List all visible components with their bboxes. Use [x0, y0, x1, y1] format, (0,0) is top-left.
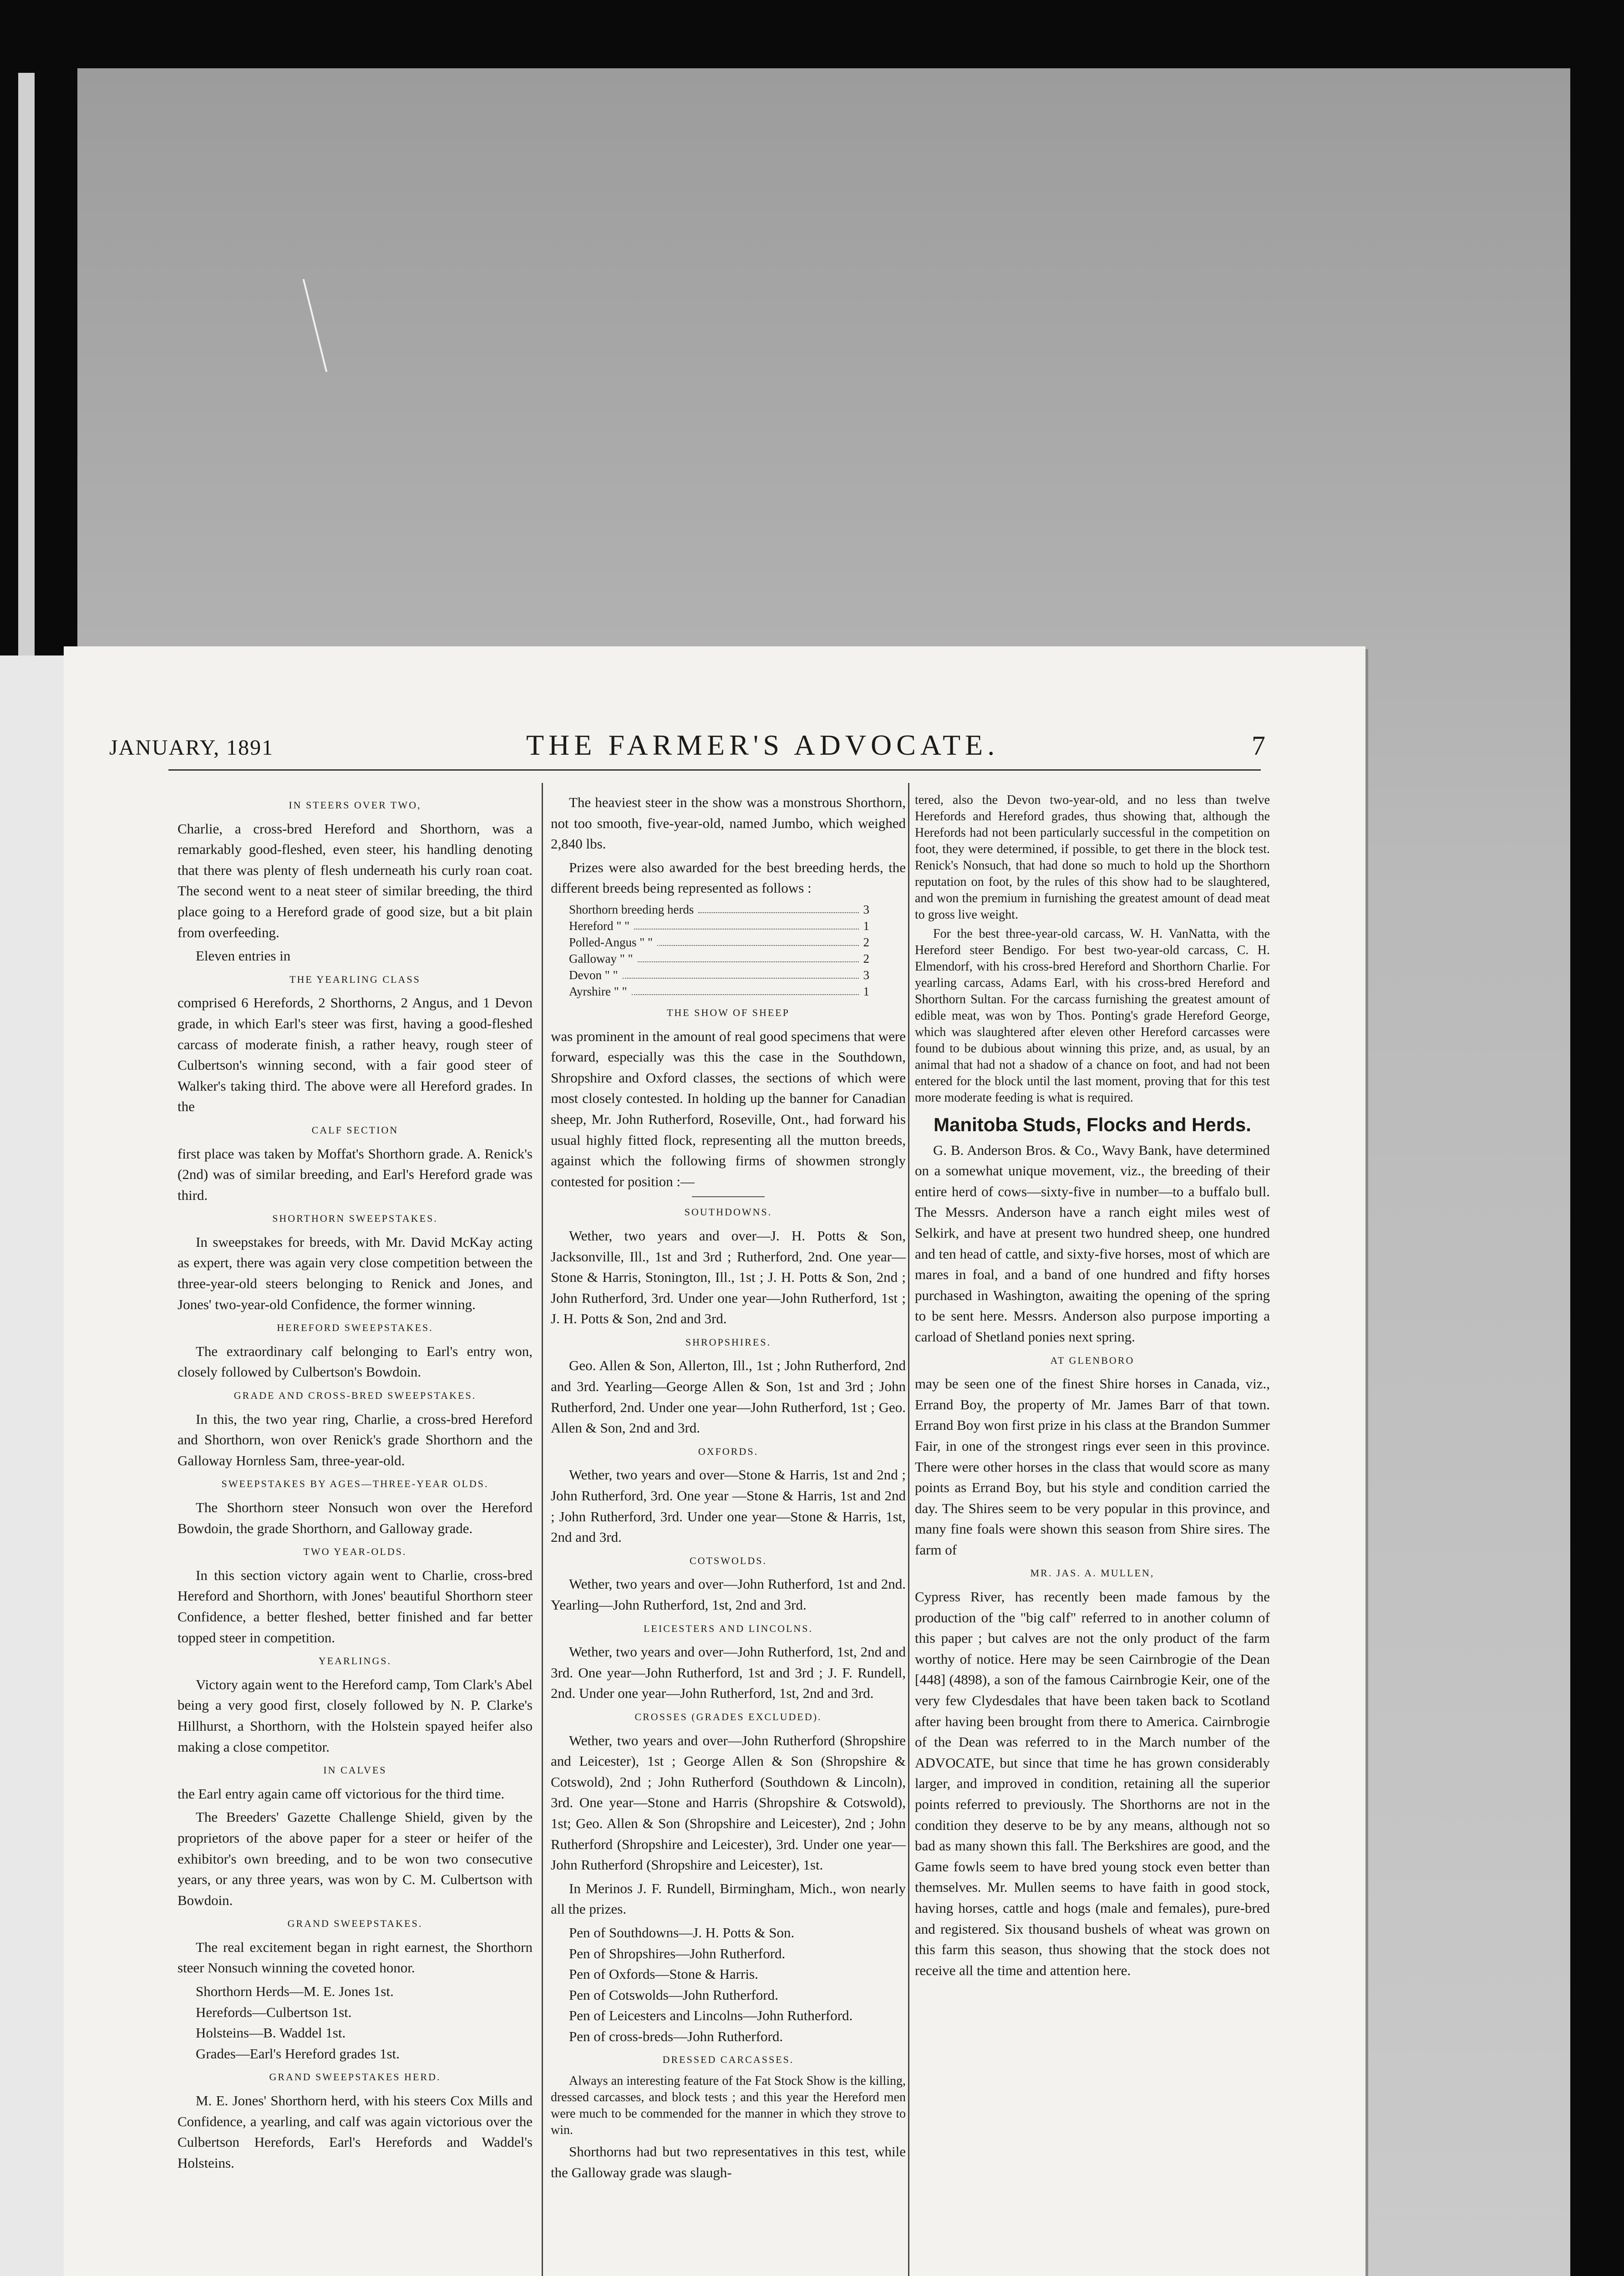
- leader-dots: [632, 983, 859, 995]
- paragraph: In this section victory again went to Charlie, cross-bred Hereford and Shorthorn, with Jones' beautiful Shorthorn steer Confidence, a better fleshed, better finished and far better topped steer in competition.: [178, 1567, 533, 1646]
- issue-date: JANUARY, 1891: [109, 736, 274, 760]
- list-item: Pen of Oxfords—Stone & Harris.: [569, 1966, 758, 1982]
- paragraph: was prominent in the amount of real good specimens that were forward, especially was this the case in the Southdown, Shropshire and Oxford classes, the sections of which were most closely contested. In holding up the banner for Canadian sheep, Mr. John Rutherford, Roseville, Ont., had forward his usual highly fitted flock, representing all the mutton breeds, against which the following firms of showmen strongly contested for position :—: [551, 1028, 906, 1189]
- column-2: [551, 792, 906, 2185]
- paragraph: Wether, two years and over—John Rutherford (Shropshire and Leicester), 1st ; George Allen & Son (Shropshire & Cotswold), 2nd ; John Rutherford (Southdown & Lincoln), 3rd. One year—Stone and Harris (Shropshire & Cotswold), 1st; Geo. Allen & Son (Shropshire and Leicester), 2nd ; John Rutherford (Shropshire and Leicester), 3rd. Under one year—John Rutherford (Shropshire and Leicester), 1st.: [551, 1732, 906, 1873]
- section-heading: TWO YEAR-OLDS.: [303, 1546, 407, 1558]
- section-heading: OXFORDS.: [698, 1445, 759, 1457]
- table-row: [569, 950, 869, 967]
- list-item: Holsteins—B. Waddel 1st.: [196, 2025, 346, 2041]
- section-heading: SWEEPSTAKES BY AGES—THREE-YEAR OLDS.: [221, 1478, 489, 1490]
- section-heading: COTSWOLDS.: [690, 1555, 767, 1566]
- table-value: 2: [863, 951, 869, 965]
- paragraph: M. E. Jones' Shorthorn herd, with his steers Cox Mills and Confidence, a yearling, and calf was again victorious over the Culbertson Herefords, Earl's Herefords and Waddel's Holsteins.: [178, 2093, 533, 2171]
- list-item: Grades—Earl's Hereford grades 1st.: [196, 2045, 400, 2062]
- paragraph: The heaviest steer in the show was a monstrous Shorthorn, not too smooth, five-year-old, named Jumbo, which weighed 2,840 lbs.: [551, 794, 906, 852]
- table-row: [569, 983, 869, 1000]
- section-heading: THE YEARLING CLASS: [289, 973, 421, 985]
- paragraph: Prizes were also awarded for the best breeding herds, the different breeds being represented as follows :: [551, 859, 906, 896]
- list-item: Shorthorn Herds—M. E. Jones 1st.: [196, 1983, 394, 2000]
- paragraph: Wether, two years and over—Stone & Harris, 1st and 2nd ; John Rutherford, 3rd. One year —Stone & Harris, 1st and 2nd ; John Rutherford, 3rd. Under one year—Stone & Harris, 1st, 2nd and 3rd.: [551, 1467, 906, 1545]
- column-divider: [542, 783, 543, 2276]
- table-row: [569, 934, 869, 950]
- paragraph: Always an interesting feature of the Fat Stock Show is the killing, dressed carcasses, and block tests ; and this year the Hereford men were much to be commended for the manner in which they strove to win.: [551, 2074, 906, 2138]
- list-item: Pen of Cotswolds—John Rutherford.: [569, 1986, 778, 2003]
- table-label: Polled-Angus " ": [569, 935, 653, 949]
- section-heading: CALF SECTION: [311, 1124, 399, 1136]
- paragraph: the Earl entry again came off victorious for the third time.: [178, 1785, 505, 1802]
- column-3: [915, 792, 1270, 1983]
- section-heading: SHORTHORN SWEEPSTAKES.: [272, 1213, 438, 1224]
- paragraph: In Merinos J. F. Rundell, Birmingham, Mich., won nearly all the prizes.: [551, 1880, 906, 1917]
- paragraph: comprised 6 Herefords, 2 Shorthorns, 2 Angus, and 1 Devon grade, in which Earl's steer was first, having a good-fleshed carcass of moderate finish, a rather heavy, rough steer of Culbertson's winning second, with a fair good steer of Walker's taking third. The above were all Hereford grades. In the: [178, 995, 533, 1115]
- paragraph: In this, the two year ring, Charlie, a cross-bred Hereford and Shorthorn, won over Renick's grade Shorthorn and the Galloway Hornless Sam, three-year-old.: [178, 1411, 533, 1468]
- list-item: Pen of cross-breds—John Rutherford.: [569, 2028, 783, 2044]
- list-item: Pen of Leicesters and Lincolns—John Rutherford.: [569, 2007, 853, 2024]
- paragraph: The extraordinary calf belonging to Earl's entry won, closely followed by Culbertson's Bowdoin.: [178, 1343, 533, 1380]
- table-value: 2: [863, 935, 869, 949]
- table-label: Hereford " ": [569, 919, 629, 933]
- section-heading: LEICESTERS AND LINCOLNS.: [643, 1622, 813, 1634]
- column-divider: [908, 783, 909, 2276]
- pen-awards-list: [551, 1922, 906, 2047]
- list-item: Pen of Shropshires—John Rutherford.: [569, 1945, 786, 1961]
- article-headline: Manitoba Studs, Flocks and Herds.: [934, 1114, 1251, 1135]
- paragraph: The Shorthorn steer Nonsuch won over the Hereford Bowdoin, the grade Shorthorn, and Galloway grade.: [178, 1499, 533, 1536]
- paragraph: Shorthorns had but two representatives in this test, while the Galloway grade was slaugh-: [551, 2144, 906, 2180]
- list-item: Pen of Southdowns—J. H. Potts & Son.: [569, 1924, 795, 1941]
- table-value: 1: [863, 984, 869, 998]
- page-header: [109, 728, 1265, 769]
- section-heading: DRESSED CARCASSES.: [662, 2054, 794, 2066]
- table-label: Devon " ": [569, 968, 618, 982]
- section-heading: CROSSES (GRADES EXCLUDED).: [634, 1711, 822, 1722]
- column-1: [178, 792, 533, 2176]
- leader-dots: [638, 950, 859, 962]
- table-value: 3: [863, 902, 869, 916]
- leader-dots: [623, 967, 859, 979]
- table-row: [569, 901, 869, 918]
- table-value: 1: [863, 919, 869, 933]
- paragraph: Eleven entries in: [196, 948, 291, 964]
- paragraph: Geo. Allen & Son, Allerton, Ill., 1st ; John Rutherford, 2nd and 3rd. Yearling—George Allen & Son, 1st and 3rd ; John Rutherford, 2nd. Under one year—John Rutherford, 1st ; Geo. Allen & Son, 2nd and 3rd.: [551, 1357, 906, 1436]
- table-label: Ayrshire " ": [569, 984, 627, 998]
- paragraph: Cypress River, has recently been made famous by the production of the "big calf" referred to in another column of this paper ; but calves are not the only product of the farm worthy of notice. Here may be seen Cairnbrogie of the Dean [448] (4898), a son of the famous Cairnbrogie Keir, one of the very few Clydesdales that have been taken back to Scotland after having been brought from there to America. Cairnbrogie of the Dean was referred to in the March number of the ADVOCATE, but since that time he has grown considerably larger, and improved in condition, retaining all the superior points referred to previously. The Shorthorns are not in the condition they deserve to be by any means, although not so bad as many shown this fall. The Berkshires are good, and the Game fowls seem to have bred young stock even better than themselves. Mr. Mullen seems to have faith in good stock, having horses, cattle and hogs (male and females), pure-bred and registered. Six thousand bushels of wheat was grown on this farm this season, thus showing that the stock does not receive all the time and attention here.: [915, 1589, 1270, 1978]
- paragraph: first place was taken by Moffat's Shorthorn grade. A. Renick's (2nd) was of similar breeding, and Earl's Hereford grade was third.: [178, 1145, 533, 1203]
- section-heading: GRADE AND CROSS-BRED SWEEPSTAKES.: [233, 1390, 477, 1402]
- paragraph: Wether, two years and over—J. H. Potts & Son, Jacksonville, Ill., 1st and 3rd ; Rutherford, 2nd. One year—Stone & Harris, Stonington, Ill., 1st ; J. H. Potts & Son, 2nd ; John Rutherford, 3rd. Under one year—John Rutherford, 1st ; J. H. Potts & Son, 2nd and 3rd.: [551, 1227, 906, 1327]
- header-rule: [168, 769, 1261, 771]
- section-heading: MR. JAS. A. MULLEN,: [1030, 1567, 1155, 1579]
- paragraph: The Breeders' Gazette Challenge Shield, given by the proprietors of the above paper for a steer or heifer of the exhibitor's own breeding, and to be won two consecutive years, or any three years, was won by C. M. Culbertson with Bowdoin.: [178, 1809, 533, 1908]
- table-row: [569, 918, 869, 934]
- section-heading: SHROPSHIRES.: [685, 1336, 771, 1348]
- paragraph: may be seen one of the finest Shire horses in Canada, viz., Errand Boy, the property of Mr. James Barr of that town. Errand Boy won first prize in his class at the Brandon Summer Fair, in one of the strongest rings ever seen in this province. There were other horses in the class that would score as many points as Errand Boy, but his style and condition carried the day. The Shires seem to be very popular in this province, and many fine foals were shown this season from Shire sires. The farm of: [915, 1376, 1270, 1558]
- paragraph: Wether, two years and over—John Rutherford, 1st, 2nd and 3rd. One year—John Rutherford, 1st and 3rd ; J. F. Rundell, 2nd. Under one year—John Rutherford, 1st, 2nd and 3rd.: [551, 1644, 906, 1702]
- masthead-title: THE FARMER'S ADVOCATE.: [526, 729, 1000, 761]
- table-value: 3: [863, 968, 869, 982]
- table-label: Galloway " ": [569, 951, 633, 965]
- list-item: Herefords—Culbertson 1st.: [196, 2004, 352, 2020]
- paragraph: For the best three-year-old carcass, W. H. VanNatta, with the Hereford steer Bendigo. For best two-year-old carcass, C. H. Elmendorf, with his cross-bred Hereford and Shorthorn Charlie. For yearling carcass, Adams Earl, with his cross-bred Hereford and Shorthorn Sultan. For the carcass furnishing the greatest amount of edible meat, was won by Thos. Ponting's grade Hereford George, which was slaughtered after eleven other Hereford carcasses were found to be dubious about winning this prize, and, as usual, by an animal that had not a shadow of a chance on foot, and had not been entered for the block until the last moment, proving that for this test more moderate feeding is what is required.: [915, 927, 1270, 1105]
- section-heading: SOUTHDOWNS.: [684, 1206, 772, 1218]
- leader-dots: [657, 934, 858, 946]
- paragraph: Victory again went to the Hereford camp, Tom Clark's Abel being a very good first, closely followed by N. P. Clarke's Hillhurst, a Shorthorn, with the Holstein spayed heifer also making a close competitor.: [178, 1676, 533, 1755]
- section-heading: AT GLENBORO: [1050, 1354, 1135, 1366]
- leader-dots: [698, 901, 858, 913]
- table-label: Shorthorn breeding herds: [569, 902, 694, 916]
- section-heading: IN CALVES: [323, 1764, 387, 1776]
- section-heading: THE SHOW OF SHEEP: [666, 1006, 790, 1018]
- section-heading: HEREFORD SWEEPSTAKES.: [277, 1322, 433, 1334]
- page-number: 7: [1252, 731, 1265, 761]
- section-heading: GRAND SWEEPSTAKES HERD.: [269, 2071, 441, 2083]
- table-row: [569, 967, 869, 983]
- paragraph: The real excitement began in right earnest, the Shorthorn steer Nonsuch winning the coveted honor.: [178, 1939, 533, 1976]
- leader-dots: [634, 918, 859, 930]
- paragraph: Wether, two years and over—John Rutherford, 1st and 2nd. Yearling—John Rutherford, 1st, 2nd and 3rd.: [551, 1576, 906, 1613]
- paragraph: G. B. Anderson Bros. & Co., Wavy Bank, have determined on a somewhat unique movement, viz., the breeding of their entire herd of cows—sixty-five in number—to a buffalo bull. The Messrs. Anderson have a ranch eight miles west of Selkirk, and have at present two hundred sheep, one hundred and ten head of cattle, and sixty-five horses, most of which are mares in foal, and a band of one hundred and fifty horses purchased in Washington, awaiting the opening of the spring to be sent here. Messrs. Anderson also purpose importing a carload of Shetland ponies next spring.: [915, 1142, 1270, 1345]
- paragraph: In sweepstakes for breeds, with Mr. David McKay acting as expert, there was again very close competition between the three-year-old steers belonging to Renick and Jones, and Jones' two-year-old Confidence, the former winning.: [178, 1234, 533, 1312]
- paragraph: tered, also the Devon two-year-old, and no less than twelve Herefords and Hereford grades, thus showing that, although the Herefords had not been particularly successful in the competition on foot, they were determined, if possible, to get there in the block test. Renick's Nonsuch, that had done so much to hold up the Shorthorn reputation on foot, by the rules of this show had to be slaughtered, and won the premium in furnishing the greatest amount of dead meat to gross live weight.: [915, 793, 1270, 922]
- paragraph: Charlie, a cross-bred Hereford and Shorthorn, was a remarkably good-fleshed, even steer, his handling denoting that there was plenty of flesh underneath his curly roan coat. The second went to a neat steer of similar breeding, the third place going to a Hereford grade of good size, but a bit plain from overfeeding.: [178, 820, 533, 940]
- section-heading: IN STEERS OVER TWO,: [289, 799, 421, 811]
- breeding-herds-table: [551, 901, 906, 1000]
- award-list: [178, 1981, 533, 2064]
- section-heading: GRAND SWEEPSTAKES.: [287, 1918, 423, 1930]
- section-heading: YEARLINGS.: [318, 1655, 392, 1667]
- section-rule: [692, 1196, 765, 1197]
